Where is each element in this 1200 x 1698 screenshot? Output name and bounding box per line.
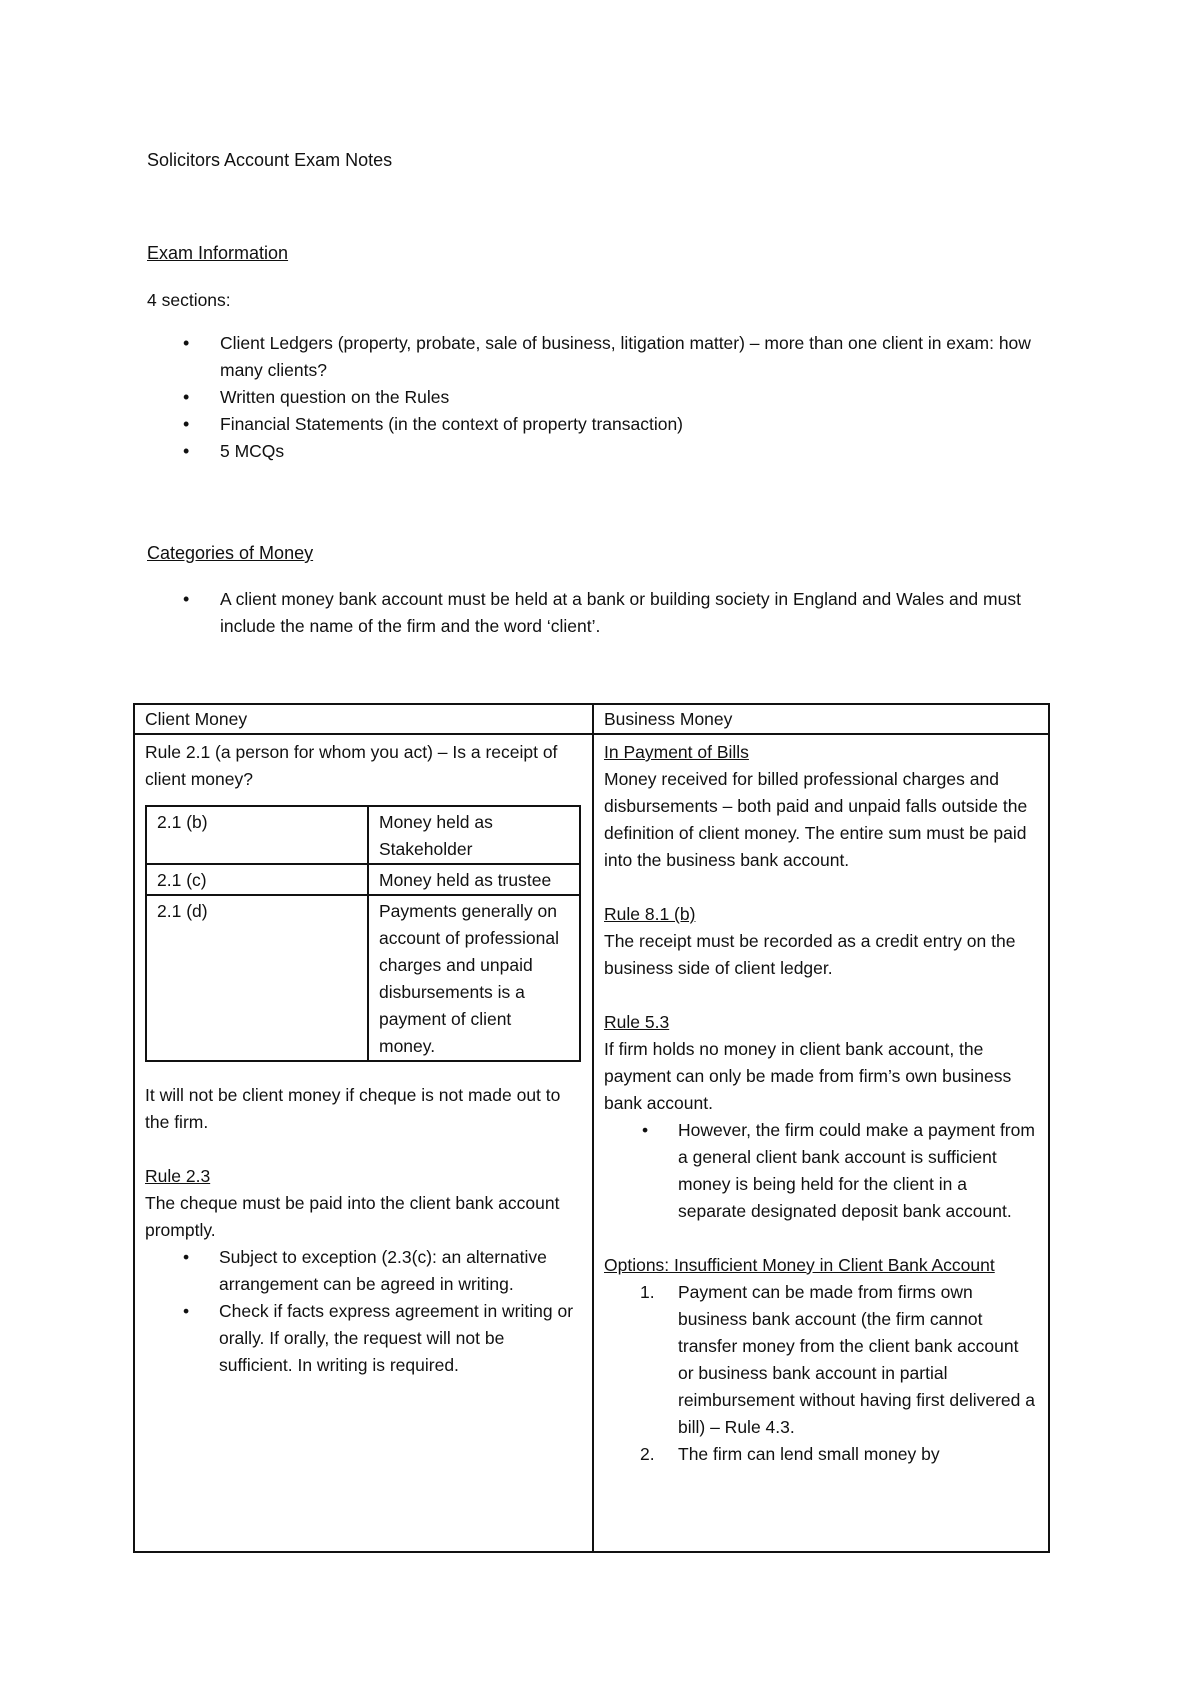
bullet-icon: • bbox=[183, 441, 190, 461]
rule-cell: 2.1 (d) bbox=[146, 895, 368, 1061]
table-row bbox=[146, 864, 580, 895]
sections-intro: 4 sections: bbox=[147, 290, 231, 310]
rule-21-subtable bbox=[145, 805, 581, 1062]
description-cell: Money held as Stakeholder bbox=[368, 806, 580, 864]
list-item: 2. The firm can lend small money by bbox=[640, 1444, 940, 1464]
spacer bbox=[604, 982, 1038, 1009]
cheque-note: It will not be client money if cheque is not made out to the firm. bbox=[145, 1085, 561, 1132]
list-item: • Financial Statements (in the context of property transaction) bbox=[147, 411, 1067, 438]
business-money-cell bbox=[594, 735, 1048, 1551]
list-item: 1. Payment can be made from firms own business bank account (the firm cannot transfer money from the client bank account or business bank account in partial reimbursement without having first delivered a bill) – Rule 4.3. bbox=[640, 1282, 1035, 1437]
spacer bbox=[145, 1062, 582, 1082]
bills-text: Money received for billed professional charges and disbursements – both paid and unpaid falls outside the definition of client money. The entire sum must be paid into the business bank account. bbox=[604, 769, 1028, 870]
table-row bbox=[146, 806, 580, 864]
rule-81-heading: Rule 8.1 (b) bbox=[604, 904, 696, 924]
rule-23-list bbox=[145, 1244, 582, 1379]
exam-information-heading: Exam Information bbox=[147, 243, 289, 263]
document-title: Solicitors Account Exam Notes bbox=[147, 150, 393, 170]
description-cell: Money held as trustee bbox=[368, 864, 580, 895]
bullet-icon: • bbox=[183, 1247, 190, 1267]
business-money-header: Business Money bbox=[604, 709, 733, 729]
rule-53-text: If firm holds no money in client bank account, the payment can only be made from firm’s own business bank account. bbox=[604, 1039, 1012, 1113]
list-item: • Client Ledgers (property, probate, sale of business, litigation matter) – more than one client in exam: how many clients? bbox=[147, 330, 1067, 384]
bullet-icon: • bbox=[183, 589, 190, 609]
bullet-icon: • bbox=[183, 414, 190, 434]
rule-53-heading: Rule 5.3 bbox=[604, 1012, 670, 1032]
rule-23-text: The cheque must be paid into the client bank account promptly. bbox=[145, 1193, 560, 1240]
spacer bbox=[145, 1136, 582, 1163]
client-money-cell bbox=[135, 735, 594, 1551]
spacer bbox=[604, 1225, 1038, 1252]
table-header-row bbox=[135, 705, 1048, 735]
table-body-row bbox=[135, 735, 1048, 1551]
list-item: • Check if facts express agreement in writing or orally. If orally, the request will not be sufficient. In writing is required. bbox=[145, 1298, 582, 1379]
bills-heading: In Payment of Bills bbox=[604, 742, 749, 762]
list-item: • However, the firm could make a payment from a general client bank account is sufficient money is being held for the client in a separate designated deposit bank account. bbox=[604, 1117, 1038, 1225]
rule-53-list bbox=[604, 1117, 1038, 1225]
exam-sections-list bbox=[147, 330, 1067, 465]
options-heading: Options: Insufficient Money in Client Bank Account bbox=[604, 1255, 995, 1275]
categories-heading: Categories of Money bbox=[147, 543, 314, 563]
bullet-icon: • bbox=[183, 1301, 190, 1321]
bullet-icon: • bbox=[642, 1120, 649, 1140]
list-item: • Subject to exception (2.3(c): an alternative arrangement can be agreed in writing. bbox=[145, 1244, 582, 1298]
list-item: • A client money bank account must be held at a bank or building society in England and Wales and must include the name of the firm and the word ‘client’. bbox=[147, 586, 1067, 640]
list-item: • 5 MCQs bbox=[147, 438, 1067, 465]
money-table bbox=[133, 703, 1050, 1553]
bullet-icon: • bbox=[183, 387, 190, 407]
options-list bbox=[604, 1279, 1038, 1468]
description-cell: Payments generally on account of professional charges and unpaid disbursements is a payment of client money. bbox=[368, 895, 580, 1061]
rule-cell: 2.1 (b) bbox=[146, 806, 368, 864]
rule-21-intro: Rule 2.1 (a person for whom you act) – Is a receipt of client money? bbox=[145, 742, 558, 789]
rule-cell: 2.1 (c) bbox=[146, 864, 368, 895]
bullet-icon: • bbox=[183, 333, 190, 353]
spacer bbox=[604, 874, 1038, 901]
table-row bbox=[146, 895, 580, 1061]
list-item: • Written question on the Rules bbox=[147, 384, 1067, 411]
categories-list bbox=[147, 586, 1067, 640]
client-money-header: Client Money bbox=[135, 705, 594, 733]
rule-81-text: The receipt must be recorded as a credit entry on the business side of client ledger. bbox=[604, 931, 1016, 978]
rule-23-heading: Rule 2.3 bbox=[145, 1166, 211, 1186]
